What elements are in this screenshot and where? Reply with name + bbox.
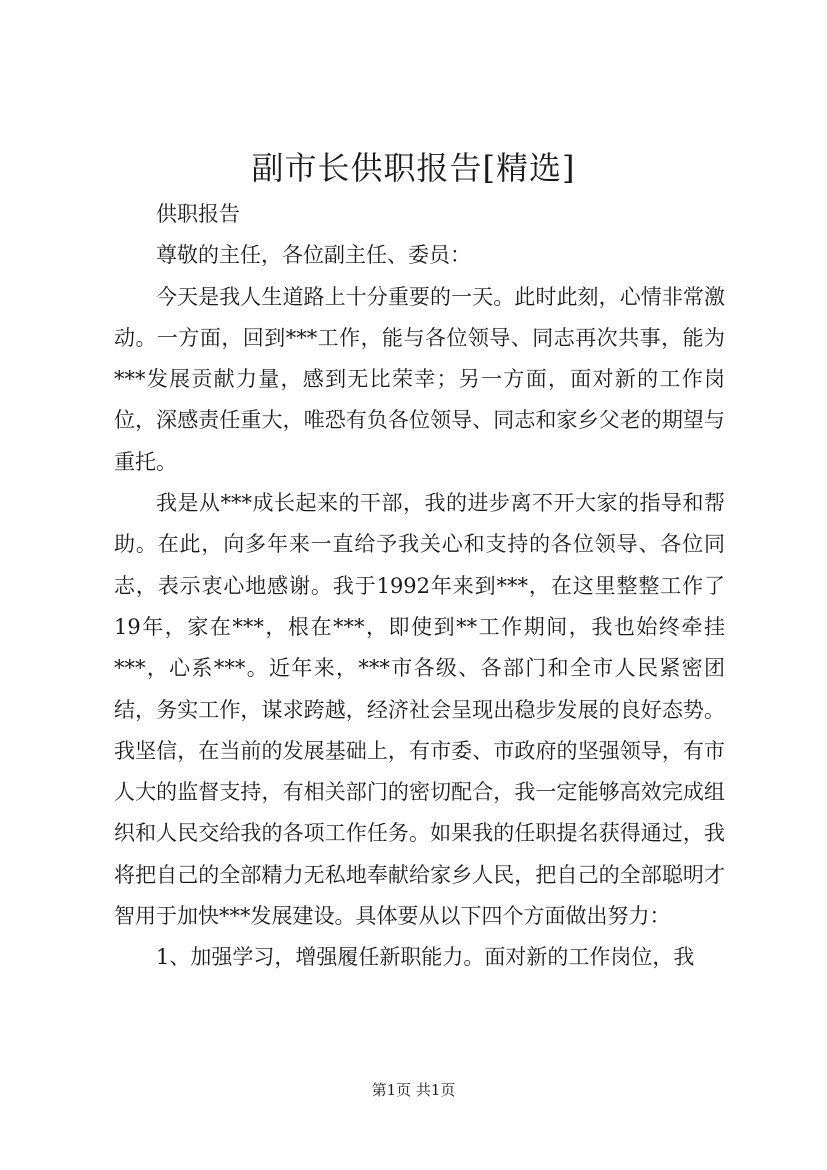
paragraph-salutation: 尊敬的主任，各位副主任、委员： [156, 243, 471, 268]
page-footer: 第1页 共1页 [371, 1081, 456, 1099]
paragraph-background: 我是从***成长起来的干部，我的进步离不开大家的指导和帮助。在此，向多年来一直给予我关心和支持的各位领导、各位同志，表示衷心地感谢。我于1992年来到***，在这里整整工作了19年，家在***，根在***，即使到**工作期间，我也始终牵挂***，心系***。近年来，***市各级、各部门和全市人民紧密团结，务实工作，谋求跨越，经济社会呈现出稳步发展的良好态势。我坚信，在当前的发展基础上，有市委、市政府的坚强领导，有市人大的监督支持，有相关部门的密切配合，我一定能够高效完成组织和人民交给我的各项工作任务。如果我的任职提名获得通过，我将把自己的全部精力无私地奉献给家乡人民，把自己的全部聪明才智用于加快***发展建设。具体要从以下四个方面做出努力： [114, 491, 725, 929]
paragraph-point-1: 1、加强学习，增强履任新职能力。面对新的工作岗位，我 [156, 945, 695, 970]
document-title: 副市长供职报告[精选] [251, 149, 576, 187]
paragraph-heading: 供职报告 [156, 202, 240, 226]
paragraph-intro: 今天是我人生道路上十分重要的一天。此时此刻，心情非常激动。一方面，回到***工作，能与各位领导、同志再次共事，能为***发展贡献力量，感到无比荣幸；另一方面，面对新的工作岗位，深感责任重大，唯恐有负各位领导、同志和家乡父老的期望与重托。 [114, 284, 725, 474]
document-body [114, 194, 725, 979]
